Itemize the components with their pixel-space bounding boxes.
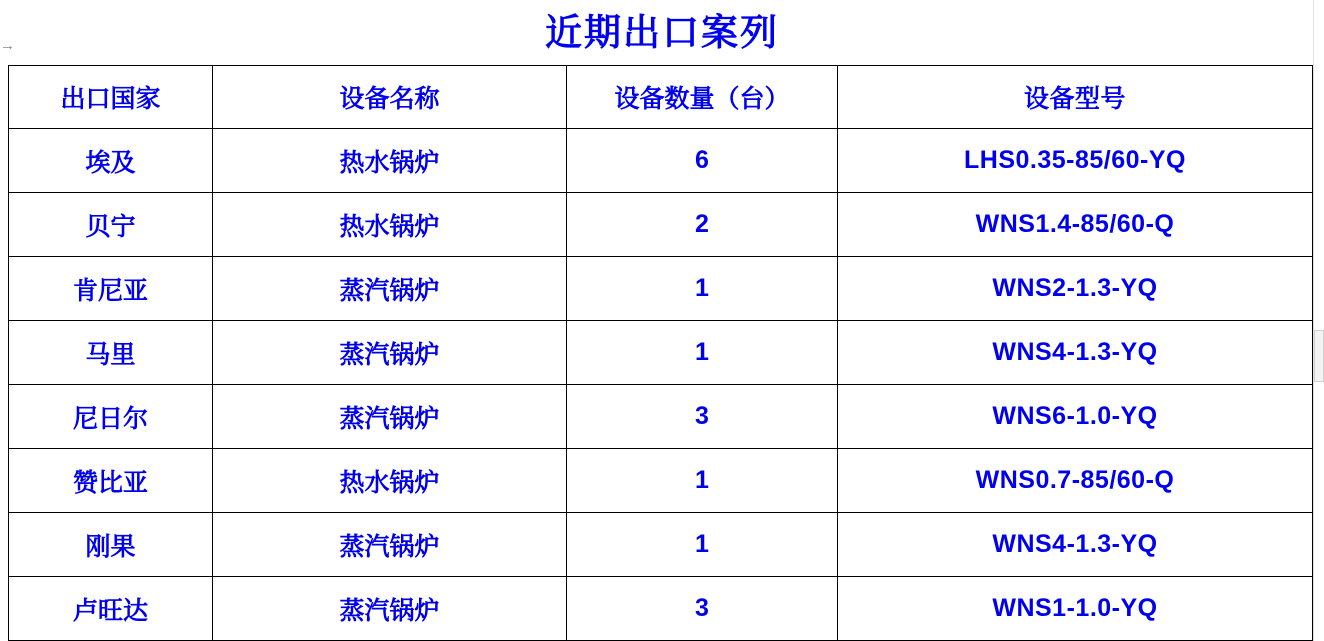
table-row [9,129,1313,193]
table-row [9,513,1313,577]
table-header [9,66,1313,129]
cell-equipment: 蒸汽锅炉 [213,577,567,641]
cell-country: 埃及 [9,129,213,193]
export-cases-table-container [0,65,1324,641]
cell-model: WNS4-1.3-YQ [838,321,1313,385]
table-row [9,257,1313,321]
table-row [9,449,1313,513]
scroll-right-arrow-icon[interactable]: → [0,37,15,54]
page-title: 近期出口案列 [545,12,779,53]
table-row [9,321,1313,385]
cell-model: WNS6-1.0-YQ [838,385,1313,449]
cell-country: 刚果 [9,513,213,577]
cell-equipment: 热水锅炉 [213,193,567,257]
cell-model: WNS2-1.3-YQ [838,257,1313,321]
cell-equipment: 蒸汽锅炉 [213,321,567,385]
cell-country: 卢旺达 [9,577,213,641]
cell-country: 贝宁 [9,193,213,257]
cell-country: 赞比亚 [9,449,213,513]
cell-equipment: 热水锅炉 [213,129,567,193]
cell-quantity: 1 [567,321,838,385]
column-header-quantity: 设备数量（台） [567,66,838,129]
column-header-equipment-name: 设备名称 [213,66,567,129]
cell-model: WNS1.4-85/60-Q [838,193,1313,257]
column-header-country: 出口国家 [9,66,213,129]
vertical-scrollbar-track[interactable] [1313,0,1324,641]
cell-equipment: 蒸汽锅炉 [213,257,567,321]
cell-quantity: 2 [567,193,838,257]
cell-model: WNS1-1.0-YQ [838,577,1313,641]
cell-model: WNS4-1.3-YQ [838,513,1313,577]
table-header-row [9,66,1313,129]
cell-quantity: 6 [567,129,838,193]
export-cases-table [8,65,1313,641]
cell-quantity: 1 [567,449,838,513]
column-header-model: 设备型号 [838,66,1313,129]
cell-equipment: 蒸汽锅炉 [213,513,567,577]
vertical-scrollbar-thumb[interactable] [1314,330,1324,382]
cell-quantity: 1 [567,257,838,321]
cell-quantity: 3 [567,385,838,449]
cell-quantity: 1 [567,513,838,577]
table-row [9,385,1313,449]
cell-model: LHS0.35-85/60-YQ [838,129,1313,193]
cell-equipment: 蒸汽锅炉 [213,385,567,449]
cell-country: 马里 [9,321,213,385]
table-row [9,193,1313,257]
cell-model: WNS0.7-85/60-Q [838,449,1313,513]
cell-country: 肯尼亚 [9,257,213,321]
cell-country: 尼日尔 [9,385,213,449]
cell-equipment: 热水锅炉 [213,449,567,513]
table-row [9,577,1313,641]
cell-quantity: 3 [567,577,838,641]
table-body [9,129,1313,641]
